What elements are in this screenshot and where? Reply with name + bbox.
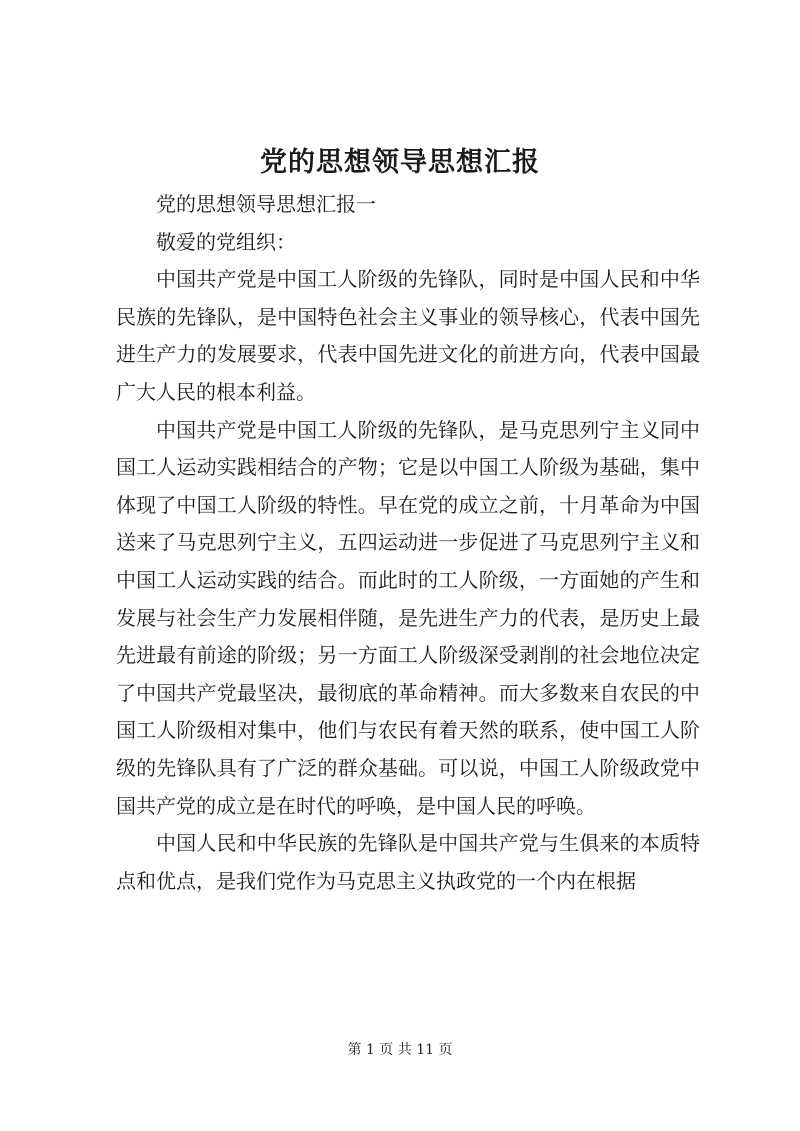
document-title: 党的思想领导思想汇报	[260, 147, 540, 178]
subtitle-paragraph: 党的思想领导思想汇报一	[156, 192, 376, 216]
body-paragraph: 中国人民和中华民族的先锋队是中国共产党与生俱来的本质特点和优点，是我们党作为马克思主义执政党的一个内在根据	[116, 831, 700, 893]
body-paragraph: 中国共产党是中国工人阶级的先锋队，同时是中国人民和中华民族的先锋队，是中国特色社会主义事业的领导核心，代表中国先进生产力的发展要求，代表中国先进文化的前进方向，代表中国最广大人民的根本利益。	[116, 267, 700, 404]
body-paragraph: 中国共产党是中国工人阶级的先锋队，是马克思列宁主义同中国工人运动实践相结合的产物；它是以中国工人阶级为基础，集中体现了中国工人阶级的特性。早在党的成立之前，十月革命为中国送来了马克思列宁主义，五四运动进一步促进了马克思列宁主义和中国工人运动实践的结合。而此时的工人阶级，一方面她的产生和发展与社会生产力发展相伴随，是先进生产力的代表，是历史上最先进最有前途的阶级；另一方面工人阶级深受剥削的社会地位决定了中国共产党最坚决，最彻底的革命精神。而大多数来自农民的中国工人阶级相对集中，他们与农民有着天然的联系，使中国工人阶级的先锋队具有了广泛的群众基础。可以说，中国工人阶级政党中国共产党的成立是在时代的呼唤，是中国人民的呼唤。	[116, 417, 700, 818]
page-footer	[0, 1040, 800, 1060]
salutation-paragraph: 敬爱的党组织：	[156, 229, 296, 254]
document-body	[116, 186, 700, 900]
page-number-label: 第 1 页 共 11 页	[347, 1042, 453, 1058]
